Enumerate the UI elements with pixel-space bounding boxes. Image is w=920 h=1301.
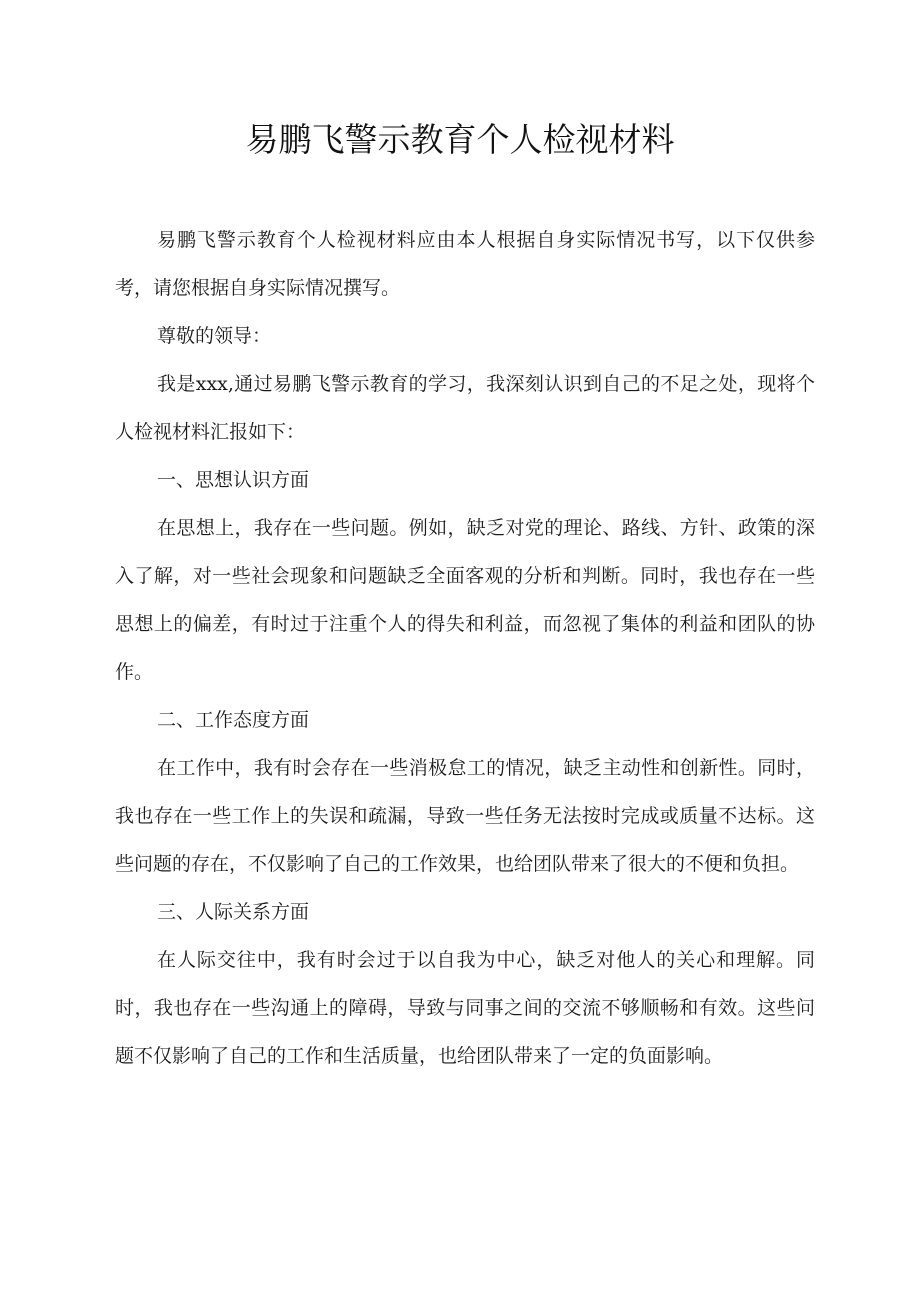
section-heading-work: 二、工作态度方面 [157, 709, 310, 731]
thought-paragraph: 在思想上，我存在一些问题。例如，缺乏对党的理论、路线、方针、政策的深入了解，对一些社会现象和问题缺乏全面客观的分析和判断。同时，我也存在一些思想上的偏差，有时过于注重个人的得失和利益，而忽视了集体的利益和团队的协作。 [115, 517, 815, 683]
work-paragraph: 在工作中，我有时会存在一些消极怠工的情况，缺乏主动性和创新性。同时，我也存在一些工作上的失误和疏漏，导致一些任务无法按时完成或质量不达标。这些问题的存在，不仅影响了自己的工作效果，也给团队带来了很大的不便和负担。 [115, 757, 815, 875]
intro-paragraph: 易鹏飞警示教育个人检视材料应由本人根据自身实际情况书写，以下仅供参考，请您根据自身实际情况撰写。 [115, 229, 815, 299]
opening-paragraph: 我是xxx,通过易鹏飞警示教育的学习，我深刻认识到自己的不足之处，现将个人检视材料汇报如下： [115, 373, 815, 443]
document-body [115, 216, 815, 1080]
salutation: 尊敬的领导： [157, 325, 272, 347]
section-heading-thought: 一、思想认识方面 [157, 469, 310, 491]
relations-paragraph: 在人际交往中，我有时会过于以自我为中心，缺乏对他人的关心和理解。同时，我也存在一些沟通上的障碍，导致与同事之间的交流不够顺畅和有效。这些问题不仅影响了自己的工作和生活质量，也给团队带来了一定的负面影响。 [115, 949, 815, 1067]
section-heading-relations: 三、人际关系方面 [157, 901, 310, 923]
document-title: 易鹏飞警示教育个人检视材料 [245, 120, 675, 159]
